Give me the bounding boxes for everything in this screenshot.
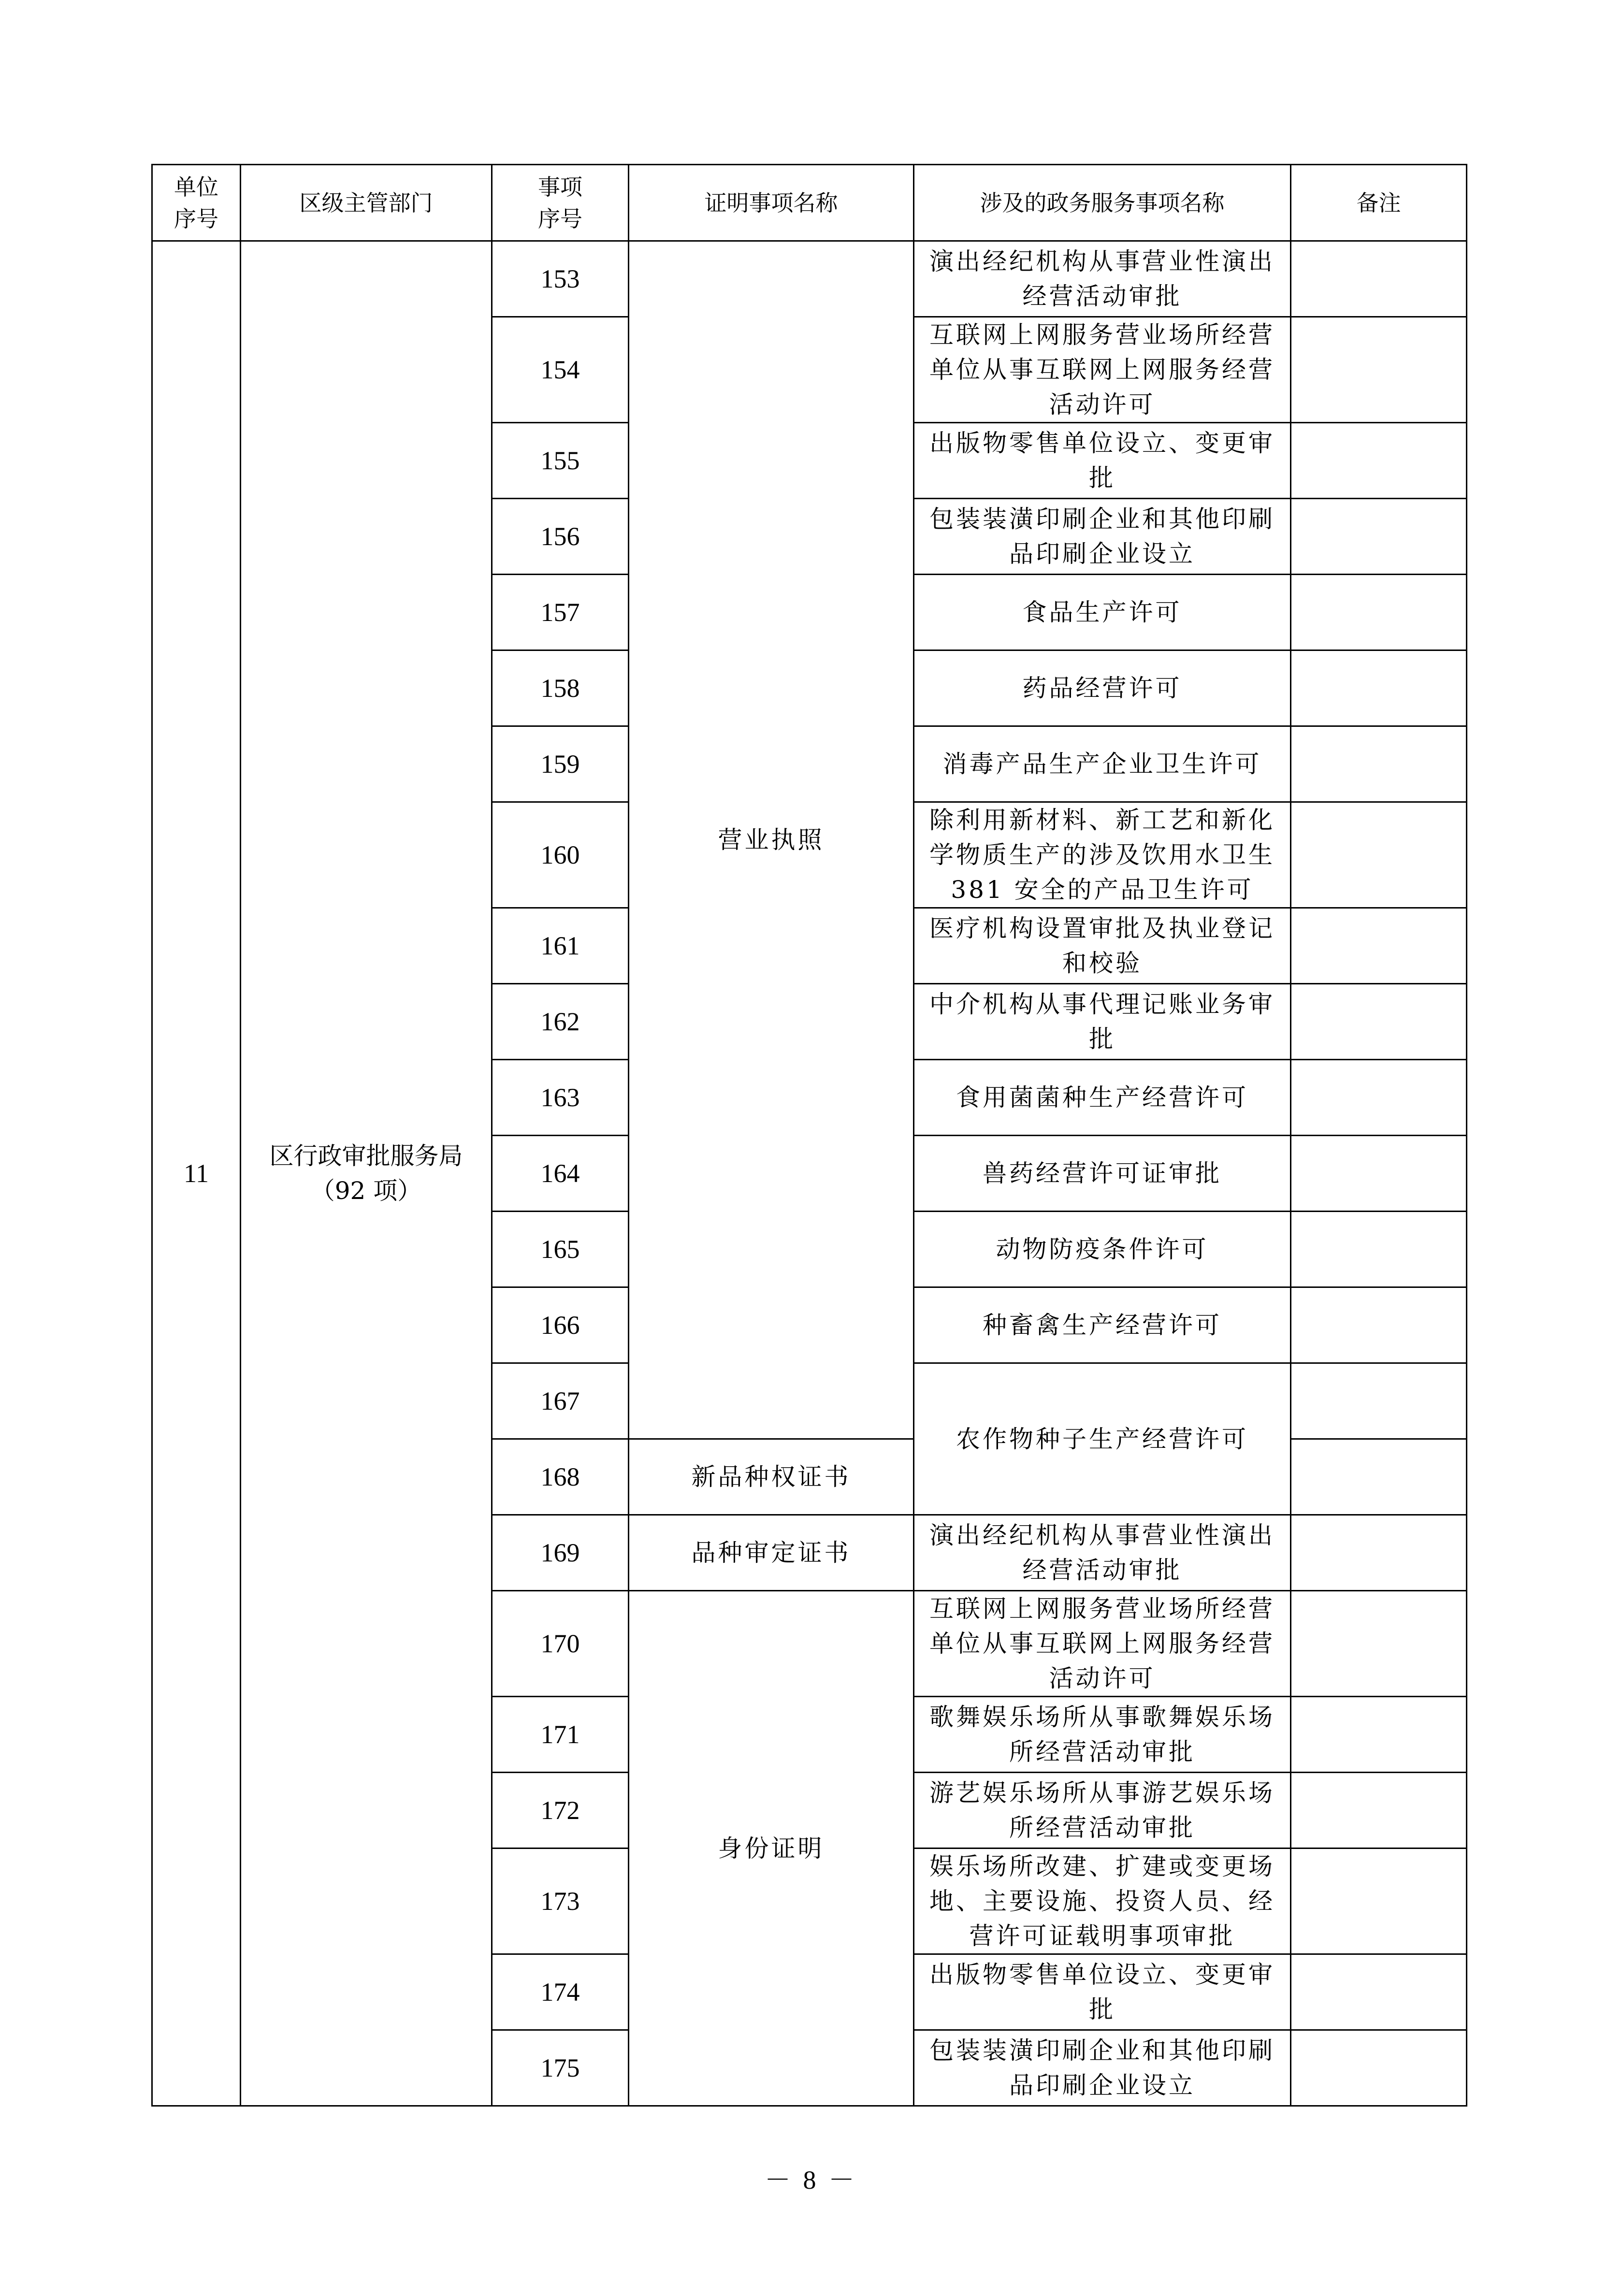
certificate-name-cell: 身份证明: [629, 1591, 914, 2106]
header-department: 区级主管部门: [241, 165, 492, 241]
remark-cell: [1291, 317, 1467, 423]
service-name-cell: 种畜禽生产经营许可: [914, 1287, 1291, 1363]
header-item-number: 事项 序号: [492, 165, 629, 241]
service-name-cell: 演出经纪机构从事营业性演出经营活动审批: [914, 241, 1291, 317]
service-name-cell: 歌舞娱乐场所从事歌舞娱乐场所经营活动审批: [914, 1697, 1291, 1773]
service-name-cell: 中介机构从事代理记账业务审批: [914, 984, 1291, 1060]
remark-cell: [1291, 650, 1467, 726]
item-number-cell: 156: [492, 499, 629, 575]
remark-cell: [1291, 984, 1467, 1060]
service-name-cell: 互联网上网服务营业场所经营单位从事互联网上网服务经营活动许可: [914, 1591, 1291, 1697]
item-number-cell: 170: [492, 1591, 629, 1697]
page-number: － 8 －: [765, 2166, 857, 2195]
table-header-row: [152, 165, 1467, 241]
remark-cell: [1291, 1136, 1467, 1212]
service-name-cell: 出版物零售单位设立、变更审批: [914, 1954, 1291, 2030]
item-number-cell: 173: [492, 1848, 629, 1954]
item-number-cell: 157: [492, 575, 629, 650]
item-number-cell: 154: [492, 317, 629, 423]
service-name-cell: 食品生产许可: [914, 575, 1291, 650]
service-name-cell: 医疗机构设置审批及执业登记和校验: [914, 908, 1291, 984]
certificate-name-cell: 新品种权证书: [629, 1439, 914, 1515]
item-number-cell: 166: [492, 1287, 629, 1363]
service-name-cell: 药品经营许可: [914, 650, 1291, 726]
remark-cell: [1291, 423, 1467, 499]
item-number-cell: 158: [492, 650, 629, 726]
item-number-cell: 153: [492, 241, 629, 317]
item-number-cell: 159: [492, 726, 629, 802]
item-number-cell: 163: [492, 1060, 629, 1136]
service-name-cell: 兽药经营许可证审批: [914, 1136, 1291, 1212]
service-name-cell: 农作物种子生产经营许可: [914, 1363, 1291, 1515]
remark-cell: [1291, 1697, 1467, 1773]
remark-cell: [1291, 1954, 1467, 2030]
remark-cell: [1291, 1287, 1467, 1363]
remark-cell: [1291, 2030, 1467, 2106]
service-name-cell: 食用菌菌种生产经营许可: [914, 1060, 1291, 1136]
header-unit-number: 单位 序号: [152, 165, 241, 241]
item-number-cell: 175: [492, 2030, 629, 2106]
certificate-name-cell: 品种审定证书: [629, 1515, 914, 1591]
unit-number-cell: 11: [152, 241, 241, 2106]
remark-cell: [1291, 1060, 1467, 1136]
item-number-cell: 172: [492, 1773, 629, 1848]
remark-cell: [1291, 1363, 1467, 1439]
remark-cell: [1291, 1591, 1467, 1697]
remark-cell: [1291, 908, 1467, 984]
item-number-cell: 171: [492, 1697, 629, 1773]
service-name-cell: 包装装潢印刷企业和其他印刷品印刷企业设立: [914, 499, 1291, 575]
certification-items-table: [151, 164, 1467, 2107]
service-name-cell: 游艺娱乐场所从事游艺娱乐场所经营活动审批: [914, 1773, 1291, 1848]
service-name-cell: 娱乐场所改建、扩建或变更场地、主要设施、投资人员、经营许可证载明事项审批: [914, 1848, 1291, 1954]
service-name-cell: 除利用新材料、新工艺和新化学物质生产的涉及饮用水卫生381 安全的产品卫生许可: [914, 802, 1291, 908]
service-name-cell: 演出经纪机构从事营业性演出经营活动审批: [914, 1515, 1291, 1591]
item-number-cell: 162: [492, 984, 629, 1060]
item-number-cell: 161: [492, 908, 629, 984]
service-name-cell: 互联网上网服务营业场所经营单位从事互联网上网服务经营活动许可: [914, 317, 1291, 423]
header-certificate-name: 证明事项名称: [629, 165, 914, 241]
remark-cell: [1291, 802, 1467, 908]
department-cell: 区行政审批服务局 （92 项）: [241, 241, 492, 2106]
item-number-cell: 155: [492, 423, 629, 499]
table-row: [152, 241, 1467, 317]
remark-cell: [1291, 726, 1467, 802]
item-number-cell: 174: [492, 1954, 629, 2030]
item-number-cell: 167: [492, 1363, 629, 1439]
certificate-name-cell: 营业执照: [629, 241, 914, 1439]
remark-cell: [1291, 1773, 1467, 1848]
remark-cell: [1291, 1439, 1467, 1515]
remark-cell: [1291, 499, 1467, 575]
service-name-cell: 出版物零售单位设立、变更审批: [914, 423, 1291, 499]
service-name-cell: 包装装潢印刷企业和其他印刷品印刷企业设立: [914, 2030, 1291, 2106]
item-number-cell: 169: [492, 1515, 629, 1591]
remark-cell: [1291, 1848, 1467, 1954]
service-name-cell: 消毒产品生产企业卫生许可: [914, 726, 1291, 802]
remark-cell: [1291, 575, 1467, 650]
service-name-cell: 动物防疫条件许可: [914, 1212, 1291, 1287]
item-number-cell: 165: [492, 1212, 629, 1287]
remark-cell: [1291, 241, 1467, 317]
header-remark: 备注: [1291, 165, 1467, 241]
remark-cell: [1291, 1212, 1467, 1287]
remark-cell: [1291, 1515, 1467, 1591]
item-number-cell: 164: [492, 1136, 629, 1212]
item-number-cell: 168: [492, 1439, 629, 1515]
header-service-name: 涉及的政务服务事项名称: [914, 165, 1291, 241]
item-number-cell: 160: [492, 802, 629, 908]
